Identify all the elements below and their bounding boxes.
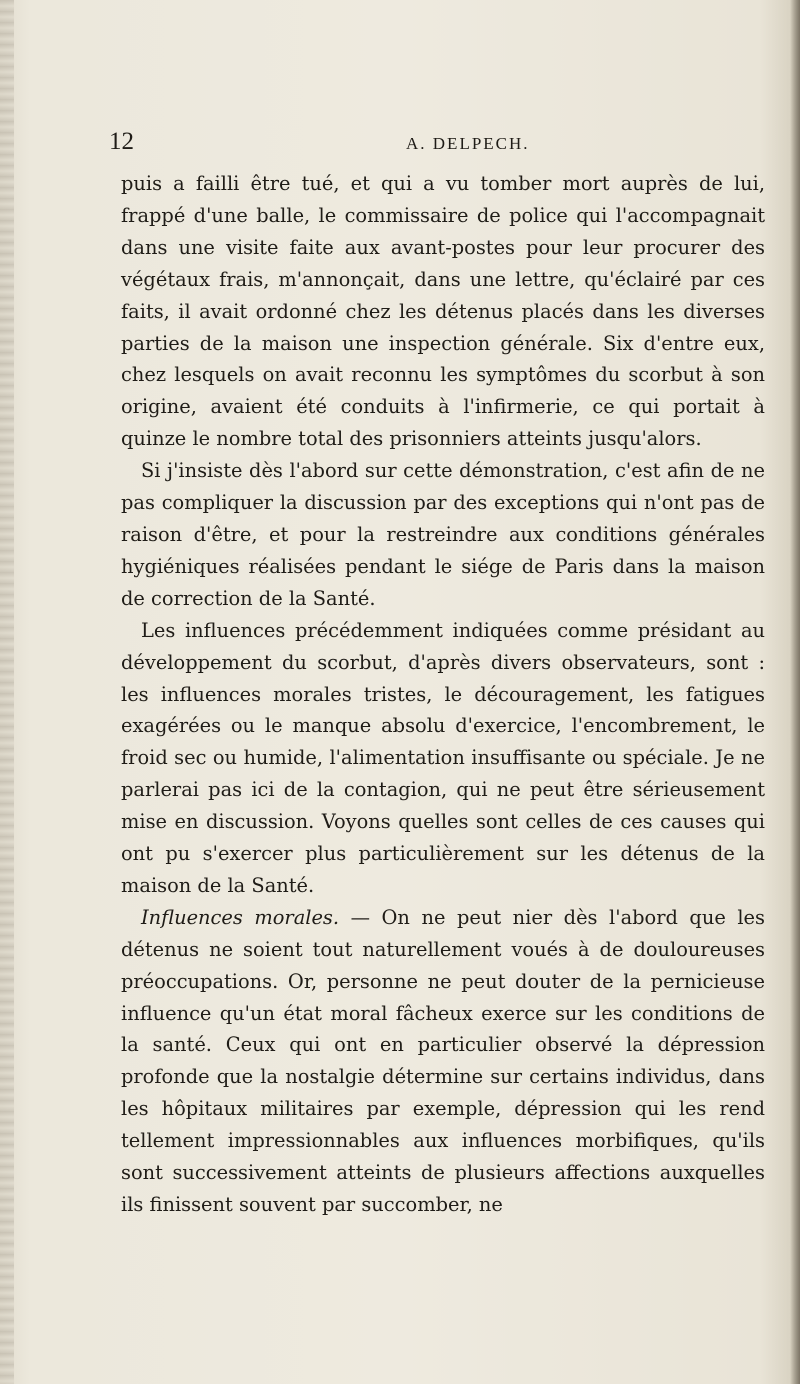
page-edge-shadow bbox=[790, 0, 800, 1384]
page-number: 12 bbox=[109, 128, 134, 155]
paragraph: Si j'insiste dès l'abord sur cette démonstration, c'est afin de ne pas compliquer la discussion par des exceptions qui n'ont pas de raison d'être, et pour la restreindre aux conditions générales hygiéniques réalisées pendant le siége de Paris dans la maison de correction de la Santé. bbox=[121, 459, 765, 610]
section-heading-italic: Influences morales. bbox=[141, 905, 340, 929]
body-text bbox=[121, 168, 765, 1221]
paragraph: puis a failli être tué, et qui a vu tomber mort auprès de lui, frappé d'une balle, le commissaire de police qui l'accompagnait dans une visite faite aux avant-postes pour leur procurer des végétaux frais, m'annonçait, dans une lettre, qu'éclairé par ces faits, il avait ordonné chez les détenus placés dans les diverses parties de la maison une inspection générale. Six d'entre eux, chez lesquels on avait reconnu les symptômes du scorbut à son origine, avaient été conduits à l'infirmerie, ce qui portait à quinze le nombre total des prisonniers atteints jusqu'alors. bbox=[121, 172, 765, 451]
page-gutter-shadow bbox=[0, 0, 14, 1384]
running-head: A. DELPECH. bbox=[406, 134, 530, 153]
paragraph: Les influences précédemment indiquées comme présidant au développement du scorbut, d'après divers observateurs, sont : les influences morales tristes, le découragement, les fatigues exagérées ou le manque absolu d'exercice, l'encombrement, le froid sec ou humide, l'alimentation insuffisante ou spéciale. Je ne parlerai pas ici de la contagion, qui ne peut être sérieusement mise en discussion. Voyons quelles sont celles de ces causes qui ont pu s'exercer plus particulièrement sur les détenus de la maison de la Santé. bbox=[121, 618, 765, 897]
paragraph-text: — On ne peut nier dès l'abord que les détenus ne soient tout naturellement voués à de douloureuses préoccupations. Or, personne ne peut douter de la pernicieuse influence qu'un état moral fâcheux exerce sur les conditions de la santé. Ceux qui ont en particulier observé la dépression profonde que la nostalgie détermine sur certains individus, dans les hôpitaux militaires par exemple, dépression qui les rend tellement impressionnables aux influences morbifiques, qu'ils sont successivement atteints de plusieurs affections auxquelles ils finissent souvent par succomber, ne bbox=[121, 905, 765, 1216]
page-header bbox=[0, 128, 800, 158]
paragraph bbox=[121, 902, 765, 1221]
